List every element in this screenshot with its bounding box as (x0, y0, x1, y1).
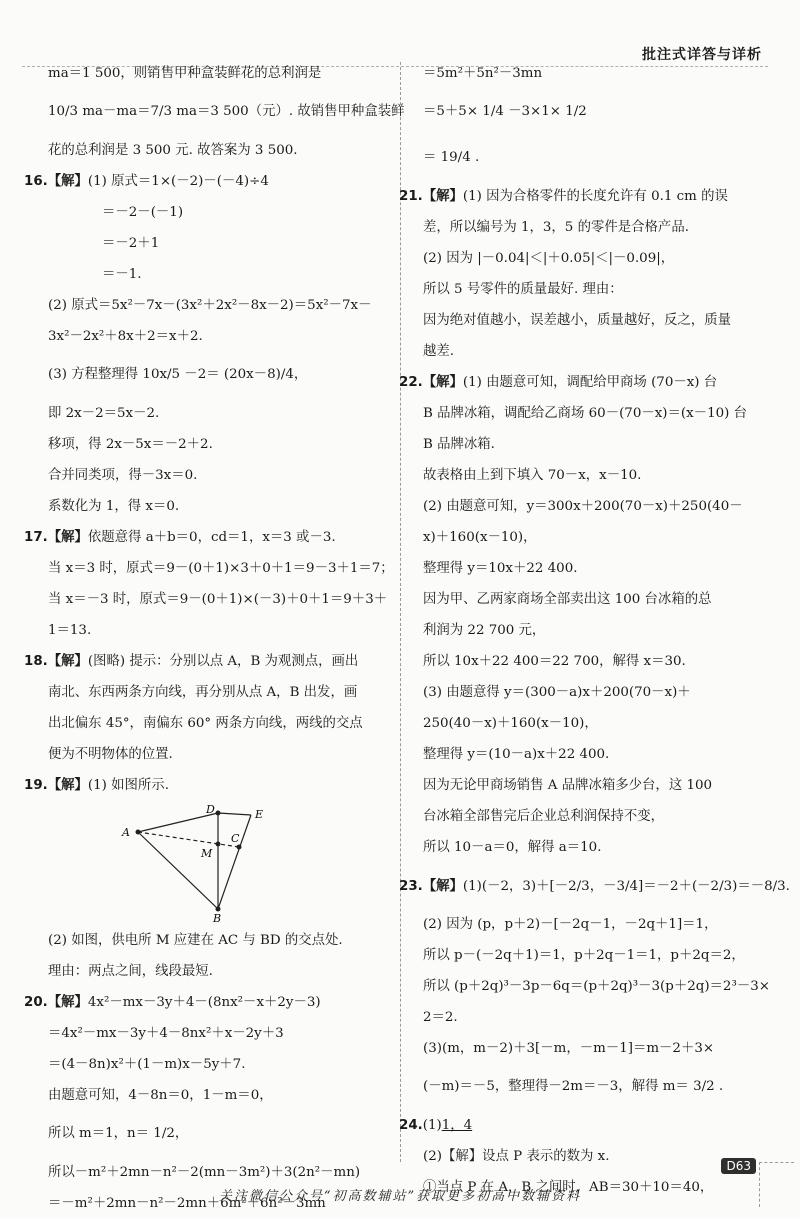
text-line: 因为甲、乙两家商场全部卖出这 100 台冰箱的总 (423, 592, 712, 607)
text-line: 3x²－2x²＋8x＋2＝x＋2. (48, 329, 203, 344)
text-line: (1) (422, 1118, 442, 1133)
question-number: 16. (24, 174, 48, 189)
triangle-figure (108, 805, 308, 923)
text-line: 所以 m＝1，n＝ 1/2， (48, 1126, 189, 1141)
label-D: D (206, 805, 215, 816)
segment-AC (138, 832, 239, 847)
point-C (237, 845, 242, 850)
text-line: 因为无论甲商场销售 A 品牌冰箱多少台，这 100 (423, 778, 713, 793)
footer-note: 关注微信公众号“初高数辅站”获取更多初高中数辅资料 (218, 1189, 582, 1204)
text-line: 越差. (423, 344, 455, 359)
text-line: 由题意可知，4－8n＝0，1－m＝0， (48, 1088, 273, 1103)
text-line: 因为绝对值越小，误差越小，质量越好，反之，质量 (423, 313, 731, 328)
text-line: ＝－1. (102, 267, 142, 282)
text-line: (2) 因为 (p，p＋2)－[－2q－1，－2q＋1]＝1， (423, 917, 718, 932)
text-line: 4x²－mx－3y＋4－(8nx²－x＋2y－3) (87, 995, 321, 1010)
question-17 (24, 522, 390, 553)
text-line: 所以 10－a＝0，解得 a＝10. (423, 840, 602, 855)
text-line: 即 2x－2＝5x－2. (48, 406, 160, 421)
text-line: 250(40－x)＋160(x－10)， (423, 716, 598, 731)
right-column (399, 58, 790, 1203)
text-line: ＝(4－8n)x²＋(1－m)x－5y＋7. (48, 1057, 246, 1072)
text-line: 系数化为 1，得 x＝0. (48, 499, 180, 514)
text-line: 所以 10x＋22 400＝22 700，解得 x＝30. (423, 654, 686, 669)
answer-underlined: 1，4 (441, 1118, 473, 1133)
question-23 (399, 863, 790, 909)
text-line: 所以－m²＋2mn－n²－2(mn－3m²)＋3(2n²－mn) (48, 1165, 361, 1180)
solution-tag: 【解】 (47, 653, 88, 669)
question-24 (399, 1110, 765, 1141)
question-number: 24. (399, 1118, 423, 1133)
text-line: B 品牌冰箱. (423, 437, 495, 452)
text-line: (3) 由题意得 y＝(300－a)x＋200(70－x)＋ (423, 685, 691, 700)
text-line: 故表格由上到下填入 70－x，x－10. (423, 468, 642, 483)
text-line: 理由：两点之间，线段最短. (48, 964, 213, 979)
text-line: 利润为 22 700 元， (423, 623, 546, 638)
text-line: 合并同类项，得－3x＝0. (48, 468, 198, 483)
text-line: ＝－2－(－1) (102, 205, 184, 220)
text-line: 所以 p－(－2q＋1)＝1，p＋2q－1＝1，p＋2q＝2， (423, 948, 745, 963)
text-line: (1)(－2，3)＋[－2/3，－3/4]＝－2＋(－2/3)＝－8/3. (462, 879, 790, 894)
text-line: 台冰箱全部售完后企业总利润保持不变， (423, 809, 665, 824)
text-line: 移项，得 2x－5x＝－2＋2. (48, 437, 213, 452)
text-line: ＝5＋5× 1/4 －3×1× 1/2 (423, 104, 587, 119)
text-line: ＝4x²－mx－3y＋4－8nx²＋x－2y＋3 (48, 1026, 284, 1041)
text-line: 当 x＝3 时，原式＝9－(0＋1)×3＋0＋1＝9－3＋1＝7； (48, 561, 394, 576)
question-number: 20. (24, 995, 48, 1010)
text-line: ＝ 19/4 . (423, 150, 480, 165)
text-line: (2) 由题意可知，y＝300x＋200(70－x)＋250(40－ (423, 499, 743, 514)
text-line: 花的总利润是 3 500 元. 故答案为 3 500. (48, 143, 298, 158)
text-line: 当 x＝－3 时，原式＝9－(0＋1)×(－3)＋0＋1＝9＋3＋ (48, 592, 388, 607)
question-21 (399, 181, 765, 212)
segment-AB (138, 832, 218, 909)
solution-tag: 【解】 (47, 173, 88, 189)
text-line: (2) 原式＝5x²－7x－(3x²＋2x²－8x－2)＝5x²－7x－ (48, 298, 372, 313)
text-line: 10/3 ma－ma＝7/3 ma＝3 500（元）. 故销售甲种盒装鲜 (48, 104, 405, 119)
question-22 (399, 367, 765, 398)
text-line: 2＝2. (423, 1010, 458, 1025)
point-B (216, 907, 221, 912)
question-number: 19. (24, 778, 48, 793)
geometry-diagram (38, 805, 390, 923)
text-line: ma＝1 500，则销售甲种盒装鲜花的总利润是 (48, 66, 322, 81)
text-line: (3) 方程整理得 10x/5 －2＝ (20x－8)/4， (48, 367, 308, 382)
text-line: 所以 5 号零件的质量最好. 理由： (423, 282, 623, 297)
solution-tag: 【解】 (47, 994, 88, 1010)
text-line: (－m)＝－5，整理得－2m＝－3，解得 m＝ 3/2 . (423, 1079, 724, 1094)
point-D (216, 811, 221, 816)
segment-BE (218, 815, 251, 909)
text-line: (1) 由题意可知，调配给甲商场 (70－x) 台 (462, 375, 718, 390)
text-line: 所以 (p＋2q)³－3p－6q＝(p＋2q)³－3(p＋2q)＝2³－3× (423, 979, 770, 994)
question-number: 21. (399, 189, 423, 204)
label-A: A (122, 826, 130, 839)
page-number-badge: D63 (721, 1158, 756, 1174)
text-line: (图略) 提示：分别以点 A，B 为观测点，画出 (87, 654, 359, 669)
text-line: (2)【解】设点 P 表示的数为 x. (423, 1149, 610, 1164)
text-line: 整理得 y＝10x＋22 400. (423, 561, 578, 576)
text-line: 1＝13. (48, 623, 92, 638)
text-line: x)＋160(x－10)， (423, 530, 537, 545)
label-B: B (213, 912, 222, 923)
solution-tag: 【解】 (422, 188, 463, 204)
text-line: 南北、东西两条方向线，再分别从点 A，B 出发，画 (48, 685, 358, 700)
question-number: 17. (24, 530, 48, 545)
text-line: (1) 原式＝1×(－2)－(－4)÷4 (87, 174, 269, 189)
text-line: (2) 因为 |－0.04|＜|＋0.05|＜|－0.09|， (423, 251, 675, 266)
page-header-title: 批注式详答与详析 (642, 47, 762, 63)
solution-tag: 【解】 (422, 374, 463, 390)
text-line: (1) 因为合格零件的长度允许有 0.1 cm 的误 (462, 189, 728, 204)
solution-tag: 【解】 (422, 878, 463, 894)
point-A (136, 830, 141, 835)
text-line: 出北偏东 45°，南偏东 60° 两条方向线，两线的交点 (48, 716, 363, 731)
question-16 (24, 166, 390, 197)
text-line: 便为不明物体的位置. (48, 747, 173, 762)
text-line: ①当点 P 在 A，B 之间时，AB＝30＋10＝40， (423, 1180, 714, 1195)
solution-tag: 【解】 (47, 529, 88, 545)
text-line: 依题意得 a＋b＝0，cd＝1，x＝3 或－3. (87, 530, 336, 545)
text-line: ＝－m²＋2mn－n²－2mn＋6m²＋6n²－3mn (48, 1196, 326, 1211)
column-divider (400, 62, 401, 1162)
question-number: 23. (399, 879, 423, 894)
solution-tag: 【解】 (47, 777, 88, 793)
question-number: 22. (399, 375, 423, 390)
question-19 (24, 770, 390, 801)
point-M (216, 842, 221, 847)
text-line: (2) 如图，供电所 M 应建在 AC 与 BD 的交点处. (48, 933, 343, 948)
question-18 (24, 646, 390, 677)
segment-DE (218, 813, 251, 815)
question-number: 18. (24, 654, 48, 669)
text-line: ＝5m²＋5n²－3mn (423, 66, 543, 81)
label-E: E (255, 808, 264, 821)
text-line: ＝－2＋1 (102, 236, 160, 251)
question-20 (24, 987, 390, 1018)
text-line: 差，所以编号为 1，3，5 的零件是合格产品. (423, 220, 689, 235)
text-line: 整理得 y＝(10－a)x＋22 400. (423, 747, 610, 762)
text-line: B 品牌冰箱，调配给乙商场 60－(70－x)＝(x－10) 台 (423, 406, 747, 421)
label-M: M (201, 847, 213, 860)
text-line: (1) 如图所示. (87, 778, 169, 793)
label-C: C (231, 832, 240, 845)
text-line: (3)(m，m－2)＋3[－m，－m－1]＝m－2＋3× (423, 1041, 715, 1056)
